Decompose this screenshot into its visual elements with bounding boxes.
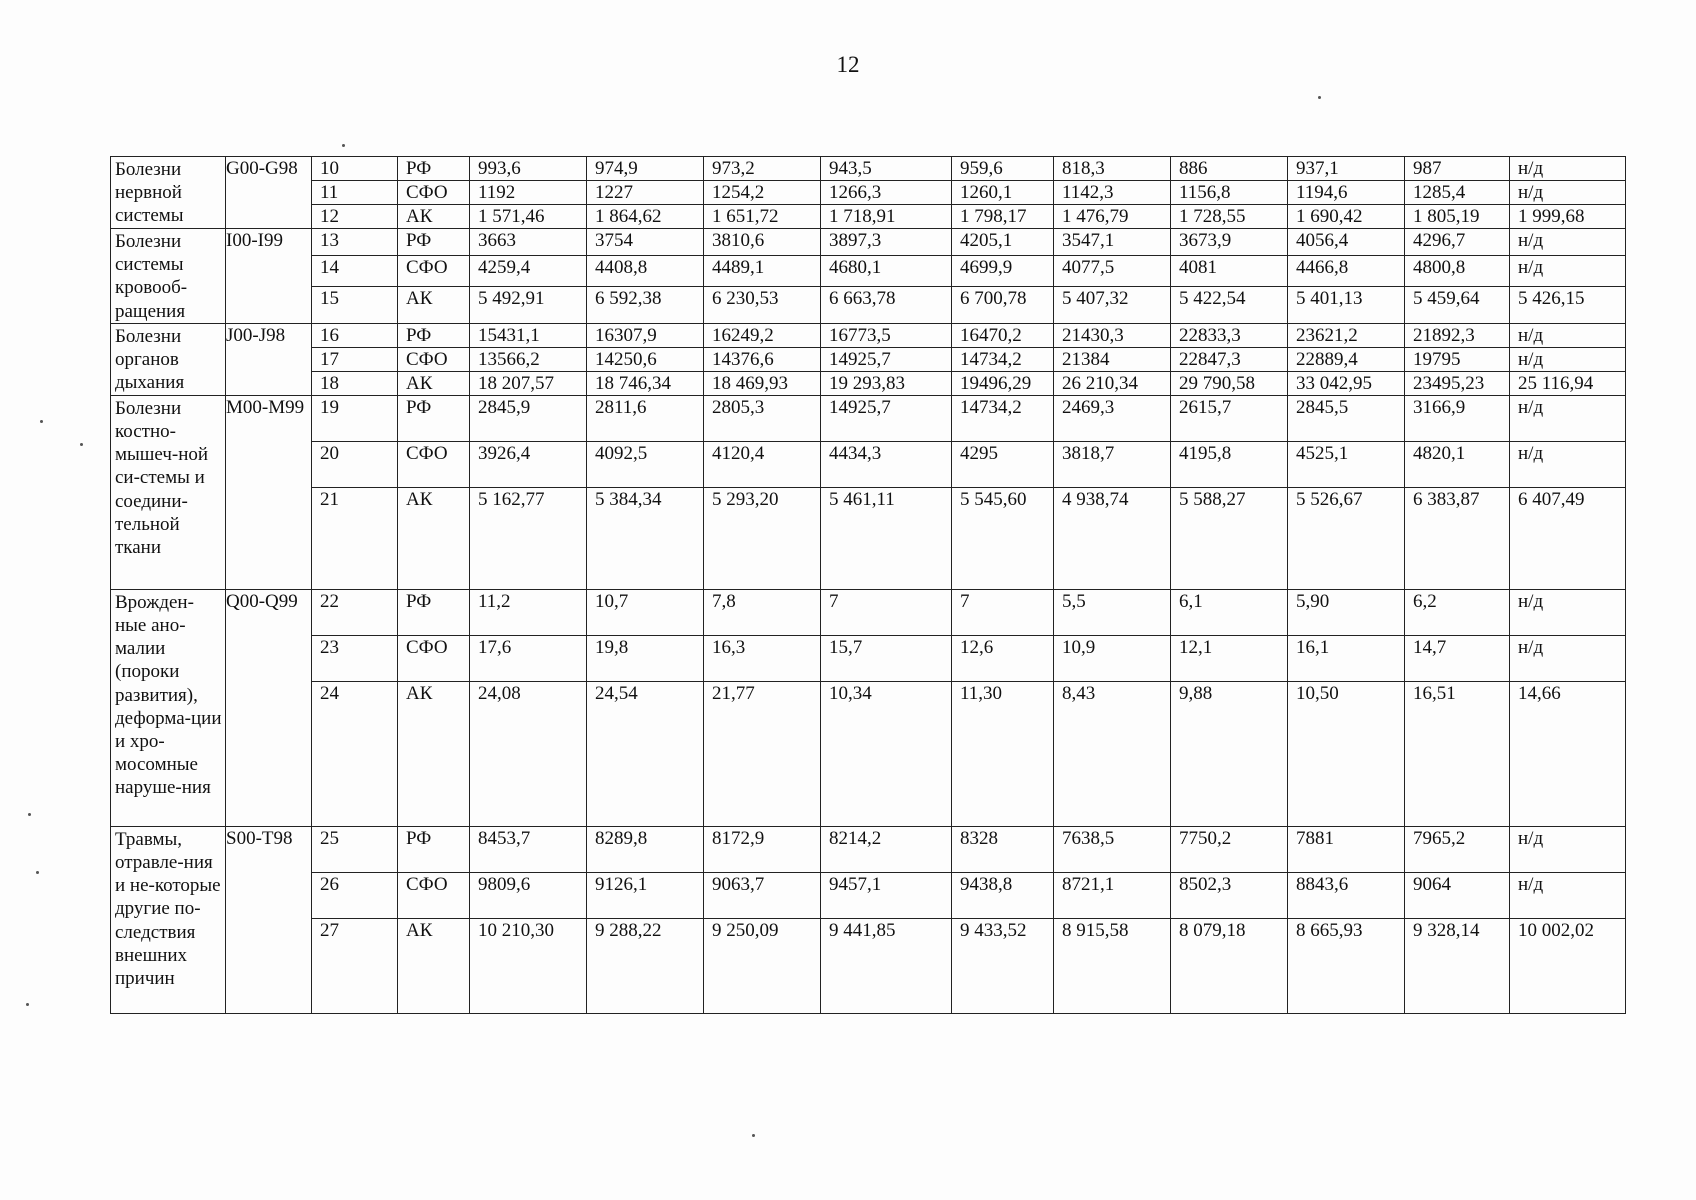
value-cell: 16249,2 xyxy=(704,323,821,347)
value-cell: 18 469,93 xyxy=(704,371,821,395)
value-cell: 886 xyxy=(1171,157,1288,181)
region: АК xyxy=(398,205,470,229)
value-cell: 5 422,54 xyxy=(1171,286,1288,323)
value-cell: 3810,6 xyxy=(704,229,821,256)
value-cell: 16307,9 xyxy=(587,323,704,347)
value-cell: н/д xyxy=(1510,872,1626,918)
value-cell: 5,90 xyxy=(1288,589,1405,635)
value-cell: 8721,1 xyxy=(1054,872,1171,918)
value-cell: 987 xyxy=(1405,157,1510,181)
value-cell: н/д xyxy=(1510,157,1626,181)
value-cell: 29 790,58 xyxy=(1171,371,1288,395)
value-cell: 8328 xyxy=(952,826,1054,872)
value-cell: 19496,29 xyxy=(952,371,1054,395)
value-cell: 1 690,42 xyxy=(1288,205,1405,229)
value-cell: н/д xyxy=(1510,256,1626,287)
value-cell: 1 718,91 xyxy=(821,205,952,229)
value-cell: 4120,4 xyxy=(704,441,821,487)
region: СФО xyxy=(398,347,470,371)
value-cell: 8,43 xyxy=(1054,681,1171,826)
value-cell: 943,5 xyxy=(821,157,952,181)
table-row xyxy=(111,371,1626,395)
value-cell: н/д xyxy=(1510,229,1626,256)
value-cell: 9457,1 xyxy=(821,872,952,918)
value-cell: 24,54 xyxy=(587,681,704,826)
row-number: 14 xyxy=(312,256,398,287)
table-row xyxy=(111,589,1626,635)
value-cell: 4077,5 xyxy=(1054,256,1171,287)
value-cell: 17,6 xyxy=(470,635,587,681)
table-row xyxy=(111,872,1626,918)
value-cell: 7750,2 xyxy=(1171,826,1288,872)
value-cell: 1194,6 xyxy=(1288,181,1405,205)
value-cell: 1227 xyxy=(587,181,704,205)
value-cell: 5 401,13 xyxy=(1288,286,1405,323)
value-cell: 8453,7 xyxy=(470,826,587,872)
value-cell: 11,2 xyxy=(470,589,587,635)
table-row xyxy=(111,395,1626,441)
value-cell: 4408,8 xyxy=(587,256,704,287)
table-row xyxy=(111,635,1626,681)
value-cell: 26 210,34 xyxy=(1054,371,1171,395)
value-cell: 937,1 xyxy=(1288,157,1405,181)
row-number: 12 xyxy=(312,205,398,229)
scan-speck xyxy=(26,1003,29,1006)
table-row xyxy=(111,205,1626,229)
scan-speck xyxy=(40,420,43,423)
value-cell: 14734,2 xyxy=(952,347,1054,371)
disease-group-name: Болезни органов дыхания xyxy=(111,323,226,395)
disease-group-name: Врожден-ные ано-малии (пороки развития), деформа-ции и хро-мосомные наруше-ния xyxy=(111,589,226,826)
table-row xyxy=(111,181,1626,205)
table-row xyxy=(111,487,1626,589)
value-cell: 21430,3 xyxy=(1054,323,1171,347)
page-number: 12 xyxy=(836,52,860,77)
value-cell: 13566,2 xyxy=(470,347,587,371)
value-cell: 4800,8 xyxy=(1405,256,1510,287)
value-cell: 1142,3 xyxy=(1054,181,1171,205)
disease-group-name: Болезни системы кровооб-ращения xyxy=(111,229,226,324)
value-cell: 4466,8 xyxy=(1288,256,1405,287)
value-cell: 6 230,53 xyxy=(704,286,821,323)
value-cell: 21384 xyxy=(1054,347,1171,371)
scan-speck xyxy=(36,871,39,874)
value-cell: 9063,7 xyxy=(704,872,821,918)
value-cell: 1266,3 xyxy=(821,181,952,205)
region: РФ xyxy=(398,826,470,872)
value-cell: 15,7 xyxy=(821,635,952,681)
scan-speck xyxy=(752,1134,755,1137)
value-cell: 7638,5 xyxy=(1054,826,1171,872)
table-row xyxy=(111,323,1626,347)
value-cell: 8502,3 xyxy=(1171,872,1288,918)
value-cell: 6 700,78 xyxy=(952,286,1054,323)
value-cell: 4525,1 xyxy=(1288,441,1405,487)
value-cell: 4259,4 xyxy=(470,256,587,287)
value-cell: 959,6 xyxy=(952,157,1054,181)
value-cell: 12,6 xyxy=(952,635,1054,681)
value-cell: 3166,9 xyxy=(1405,395,1510,441)
value-cell: 9438,8 xyxy=(952,872,1054,918)
value-cell: 6 383,87 xyxy=(1405,487,1510,589)
disease-group-name: Болезни нервной системы xyxy=(111,157,226,229)
value-cell: 8289,8 xyxy=(587,826,704,872)
value-cell: 5 426,15 xyxy=(1510,286,1626,323)
value-cell: 1 805,19 xyxy=(1405,205,1510,229)
value-cell: 5 293,20 xyxy=(704,487,821,589)
row-number: 22 xyxy=(312,589,398,635)
region: СФО xyxy=(398,635,470,681)
value-cell: н/д xyxy=(1510,441,1626,487)
value-cell: 5 545,60 xyxy=(952,487,1054,589)
row-number: 13 xyxy=(312,229,398,256)
region: АК xyxy=(398,286,470,323)
value-cell: 16,3 xyxy=(704,635,821,681)
icd-code: S00-T98 xyxy=(226,826,312,1013)
value-cell: 4195,8 xyxy=(1171,441,1288,487)
value-cell: 5 461,11 xyxy=(821,487,952,589)
value-cell: 5 162,77 xyxy=(470,487,587,589)
value-cell: н/д xyxy=(1510,347,1626,371)
value-cell: 4 938,74 xyxy=(1054,487,1171,589)
value-cell: 8843,6 xyxy=(1288,872,1405,918)
value-cell: 9 433,52 xyxy=(952,918,1054,1013)
value-cell: 1 999,68 xyxy=(1510,205,1626,229)
value-cell: 5,5 xyxy=(1054,589,1171,635)
row-number: 16 xyxy=(312,323,398,347)
region: СФО xyxy=(398,872,470,918)
value-cell: н/д xyxy=(1510,589,1626,635)
value-cell: 1 798,17 xyxy=(952,205,1054,229)
region: АК xyxy=(398,371,470,395)
value-cell: 9,88 xyxy=(1171,681,1288,826)
value-cell: 8 079,18 xyxy=(1171,918,1288,1013)
value-cell: 1156,8 xyxy=(1171,181,1288,205)
value-cell: 4092,5 xyxy=(587,441,704,487)
value-cell: 5 407,32 xyxy=(1054,286,1171,323)
row-number: 17 xyxy=(312,347,398,371)
value-cell: 7 xyxy=(952,589,1054,635)
value-cell: 18 207,57 xyxy=(470,371,587,395)
value-cell: 19 293,83 xyxy=(821,371,952,395)
value-cell: 2811,6 xyxy=(587,395,704,441)
row-number: 23 xyxy=(312,635,398,681)
value-cell: 9064 xyxy=(1405,872,1510,918)
value-cell: 1 571,46 xyxy=(470,205,587,229)
region: СФО xyxy=(398,181,470,205)
value-cell: 16470,2 xyxy=(952,323,1054,347)
table-row xyxy=(111,229,1626,256)
value-cell: 25 116,94 xyxy=(1510,371,1626,395)
icd-code: M00-M99 xyxy=(226,395,312,589)
value-cell: 24,08 xyxy=(470,681,587,826)
value-cell: 4295 xyxy=(952,441,1054,487)
row-number: 18 xyxy=(312,371,398,395)
icd-code: J00-J98 xyxy=(226,323,312,395)
table-row xyxy=(111,347,1626,371)
value-cell: 7965,2 xyxy=(1405,826,1510,872)
value-cell: 1260,1 xyxy=(952,181,1054,205)
value-cell: 2615,7 xyxy=(1171,395,1288,441)
value-cell: 8214,2 xyxy=(821,826,952,872)
region: АК xyxy=(398,487,470,589)
row-number: 21 xyxy=(312,487,398,589)
table-row xyxy=(111,918,1626,1013)
value-cell: 4489,1 xyxy=(704,256,821,287)
region: АК xyxy=(398,918,470,1013)
row-number: 10 xyxy=(312,157,398,181)
value-cell: 14734,2 xyxy=(952,395,1054,441)
value-cell: 3926,4 xyxy=(470,441,587,487)
row-number: 25 xyxy=(312,826,398,872)
value-cell: 1 476,79 xyxy=(1054,205,1171,229)
table-row xyxy=(111,286,1626,323)
value-cell: 5 492,91 xyxy=(470,286,587,323)
value-cell: 22833,3 xyxy=(1171,323,1288,347)
value-cell: 21892,3 xyxy=(1405,323,1510,347)
value-cell: 15431,1 xyxy=(470,323,587,347)
value-cell: 1192 xyxy=(470,181,587,205)
value-cell: 9126,1 xyxy=(587,872,704,918)
value-cell: 23495,23 xyxy=(1405,371,1510,395)
value-cell: 1 651,72 xyxy=(704,205,821,229)
value-cell: н/д xyxy=(1510,181,1626,205)
value-cell: 5 526,67 xyxy=(1288,487,1405,589)
value-cell: 10,7 xyxy=(587,589,704,635)
value-cell: 4820,1 xyxy=(1405,441,1510,487)
table-row xyxy=(111,157,1626,181)
value-cell: 3673,9 xyxy=(1171,229,1288,256)
value-cell: 9 328,14 xyxy=(1405,918,1510,1013)
value-cell: 7881 xyxy=(1288,826,1405,872)
value-cell: 3547,1 xyxy=(1054,229,1171,256)
value-cell: 10 210,30 xyxy=(470,918,587,1013)
value-cell: 22889,4 xyxy=(1288,347,1405,371)
value-cell: 14376,6 xyxy=(704,347,821,371)
value-cell: н/д xyxy=(1510,826,1626,872)
value-cell: 10,50 xyxy=(1288,681,1405,826)
value-cell: 818,3 xyxy=(1054,157,1171,181)
value-cell: 1 728,55 xyxy=(1171,205,1288,229)
value-cell: 14250,6 xyxy=(587,347,704,371)
scan-speck xyxy=(80,443,83,446)
value-cell: н/д xyxy=(1510,635,1626,681)
value-cell: 8 665,93 xyxy=(1288,918,1405,1013)
value-cell: 6 663,78 xyxy=(821,286,952,323)
value-cell: 6,1 xyxy=(1171,589,1288,635)
value-cell: 14925,7 xyxy=(821,347,952,371)
value-cell: 5 384,34 xyxy=(587,487,704,589)
table-body xyxy=(111,157,1626,1014)
row-number: 11 xyxy=(312,181,398,205)
value-cell: 4434,3 xyxy=(821,441,952,487)
row-number: 26 xyxy=(312,872,398,918)
value-cell: 4296,7 xyxy=(1405,229,1510,256)
value-cell: 11,30 xyxy=(952,681,1054,826)
value-cell: н/д xyxy=(1510,323,1626,347)
value-cell: 1 864,62 xyxy=(587,205,704,229)
value-cell: 2805,3 xyxy=(704,395,821,441)
row-number: 27 xyxy=(312,918,398,1013)
disease-group-name: Болезни костно-мышеч-ной си-стемы и соедини-тельной ткани xyxy=(111,395,226,589)
value-cell: 14,7 xyxy=(1405,635,1510,681)
value-cell: 10,9 xyxy=(1054,635,1171,681)
scan-speck xyxy=(28,813,31,816)
value-cell: 6,2 xyxy=(1405,589,1510,635)
row-number: 24 xyxy=(312,681,398,826)
value-cell: 8 915,58 xyxy=(1054,918,1171,1013)
region: РФ xyxy=(398,395,470,441)
value-cell: 4680,1 xyxy=(821,256,952,287)
value-cell: 16,1 xyxy=(1288,635,1405,681)
value-cell: 6 407,49 xyxy=(1510,487,1626,589)
region: РФ xyxy=(398,157,470,181)
value-cell: 16773,5 xyxy=(821,323,952,347)
value-cell: 12,1 xyxy=(1171,635,1288,681)
value-cell: 4056,4 xyxy=(1288,229,1405,256)
scan-speck xyxy=(1318,96,1321,99)
value-cell: 974,9 xyxy=(587,157,704,181)
value-cell: 3818,7 xyxy=(1054,441,1171,487)
value-cell: 19,8 xyxy=(587,635,704,681)
table-row xyxy=(111,826,1626,872)
value-cell: 9809,6 xyxy=(470,872,587,918)
table-row xyxy=(111,256,1626,287)
value-cell: 3897,3 xyxy=(821,229,952,256)
icd-code: Q00-Q99 xyxy=(226,589,312,826)
value-cell: 22847,3 xyxy=(1171,347,1288,371)
value-cell: 4081 xyxy=(1171,256,1288,287)
value-cell: 2469,3 xyxy=(1054,395,1171,441)
value-cell: 10 002,02 xyxy=(1510,918,1626,1013)
value-cell: 10,34 xyxy=(821,681,952,826)
icd-code: I00-I99 xyxy=(226,229,312,324)
value-cell: 8172,9 xyxy=(704,826,821,872)
table-row xyxy=(111,681,1626,826)
value-cell: 14925,7 xyxy=(821,395,952,441)
morbidity-table xyxy=(110,156,1626,1014)
icd-code: G00-G98 xyxy=(226,157,312,229)
value-cell: 993,6 xyxy=(470,157,587,181)
value-cell: 9 441,85 xyxy=(821,918,952,1013)
value-cell: 16,51 xyxy=(1405,681,1510,826)
region: СФО xyxy=(398,256,470,287)
region: РФ xyxy=(398,323,470,347)
value-cell: н/д xyxy=(1510,395,1626,441)
value-cell: 33 042,95 xyxy=(1288,371,1405,395)
value-cell: 14,66 xyxy=(1510,681,1626,826)
value-cell: 2845,9 xyxy=(470,395,587,441)
value-cell: 1285,4 xyxy=(1405,181,1510,205)
value-cell: 973,2 xyxy=(704,157,821,181)
scan-speck xyxy=(342,144,345,147)
region: РФ xyxy=(398,229,470,256)
region: СФО xyxy=(398,441,470,487)
value-cell: 3663 xyxy=(470,229,587,256)
value-cell: 18 746,34 xyxy=(587,371,704,395)
value-cell: 7,8 xyxy=(704,589,821,635)
value-cell: 6 592,38 xyxy=(587,286,704,323)
region: РФ xyxy=(398,589,470,635)
value-cell: 9 288,22 xyxy=(587,918,704,1013)
value-cell: 7 xyxy=(821,589,952,635)
value-cell: 19795 xyxy=(1405,347,1510,371)
value-cell: 4205,1 xyxy=(952,229,1054,256)
disease-group-name: Травмы, отравле-ния и не-которые другие по-следствия внешних причин xyxy=(111,826,226,1013)
value-cell: 23621,2 xyxy=(1288,323,1405,347)
value-cell: 1254,2 xyxy=(704,181,821,205)
value-cell: 3754 xyxy=(587,229,704,256)
value-cell: 21,77 xyxy=(704,681,821,826)
value-cell: 2845,5 xyxy=(1288,395,1405,441)
value-cell: 4699,9 xyxy=(952,256,1054,287)
value-cell: 5 459,64 xyxy=(1405,286,1510,323)
row-number: 19 xyxy=(312,395,398,441)
row-number: 20 xyxy=(312,441,398,487)
value-cell: 5 588,27 xyxy=(1171,487,1288,589)
value-cell: 9 250,09 xyxy=(704,918,821,1013)
table-row xyxy=(111,441,1626,487)
region: АК xyxy=(398,681,470,826)
row-number: 15 xyxy=(312,286,398,323)
